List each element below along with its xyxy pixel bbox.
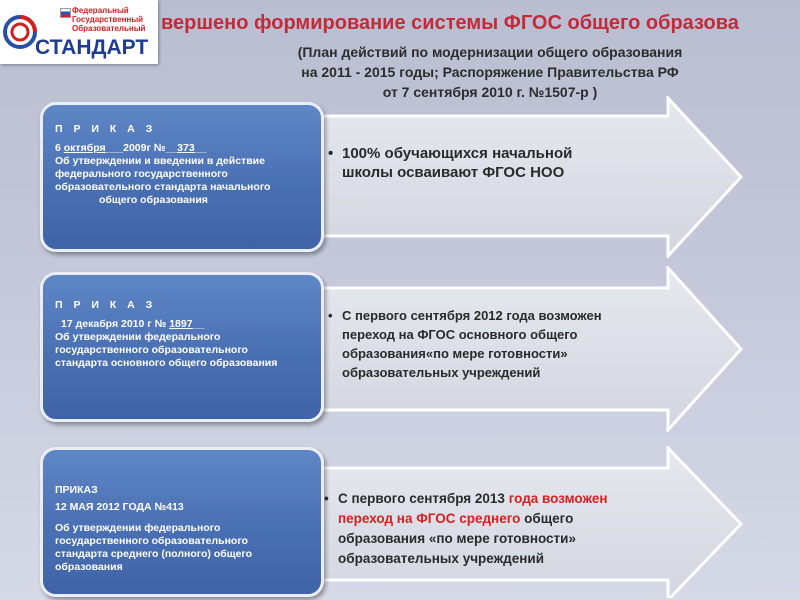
bullet-icon: • — [328, 145, 334, 162]
slide-title: вершено формирование системы ФГОС общего образова — [161, 12, 739, 34]
decree-box-2 — [40, 272, 324, 422]
decree-date: 17 декабря 2010 г № 1897__ — [61, 318, 205, 330]
decree-description: Об утверждении федерального государственного образовательного стандарта среднего (полного) общего образования — [55, 522, 253, 573]
logo-emblem-icon — [2, 4, 38, 60]
decree-description: Об утверждении и введении в действие федерального государственного образовательного стандарта начального общего образования — [55, 155, 271, 206]
slide-subtitle: (План действий по модернизации общего образования на 2011 - 2015 годы; Распоряжение Правительства РФ от 7 сентября 2010 г. №1507-р ) — [297, 44, 683, 100]
decree-description: Об утверждении федерального государственного образовательного стандарта основного общего образования — [55, 331, 278, 369]
arrow-text-1: • 100% обучающихся начальной школы осваивают ФГОС НОО — [328, 145, 573, 181]
decree-date: 6 октября___2009г №__373__ — [55, 142, 207, 154]
logo-brand: СТАНДАРТ — [35, 36, 149, 59]
decree-date: 12 МАЯ 2012 ГОДА №413 — [55, 501, 184, 513]
arrow-text-2: • С первого сентября 2012 года возможен переход на ФГОС основного общего образования«по мере готовности» образовательных учреждений — [328, 308, 602, 380]
bullet-icon: • — [324, 491, 329, 506]
decree-header: ПРИКАЗ — [55, 484, 98, 496]
decree-header: П Р И К А З — [55, 123, 157, 135]
logo — [0, 0, 158, 64]
decree-header: П Р И К А З — [55, 299, 157, 311]
bullet-icon: • — [328, 308, 333, 323]
flag-icon — [60, 8, 71, 18]
logo-caption: Федеральный Государственный Образовательный — [72, 6, 146, 33]
arrow-text-3: • С первого сентября 2013 года возможен переход на ФГОС среднего общего образования «по мере готовности» образовательных учреждений — [324, 489, 608, 569]
decree-box-1 — [40, 102, 324, 252]
decree-box-3 — [40, 447, 324, 597]
